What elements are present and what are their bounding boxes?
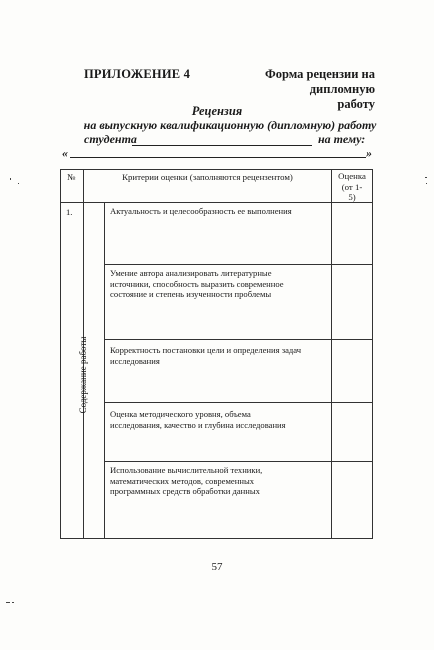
criterion-2-line-3: состояние и степень изученности проблемы: [110, 289, 272, 299]
score-header-line-2: (от 1-: [341, 181, 363, 192]
page-number: 57: [211, 561, 223, 573]
form-title-line-2: работу: [337, 97, 375, 111]
criteria-table: [60, 169, 373, 539]
criterion-1: [110, 206, 330, 217]
criterion-2-line-2: источники, способность выразить современное: [110, 278, 284, 289]
scan-speck: [18, 183, 19, 184]
scan-speck: [425, 177, 427, 178]
topic-blank: [70, 157, 366, 158]
column-header-criteria: Критерии оценки (заполняются рецензентом): [122, 172, 293, 182]
review-subtitle: на выпускную квалификационную (дипломную) работу: [83, 118, 377, 132]
review-title: Рецензия: [191, 104, 243, 118]
row-number: 1.: [66, 207, 73, 217]
table-border-top: [60, 169, 373, 170]
criterion-4-line-1: Оценка методического уровня, объема: [110, 409, 251, 419]
table-border-left: [60, 169, 61, 539]
scan-speck: [6, 602, 10, 603]
table-border-bottom: [60, 538, 373, 539]
student-name-blank: [132, 145, 312, 146]
criterion-5: [110, 465, 330, 497]
criterion-2-line-1: Умение автора анализировать литературные: [110, 268, 272, 278]
group-label-vertical: Содержание работы: [78, 336, 88, 414]
scan-speck: [12, 602, 14, 603]
topic-label: на тему:: [318, 132, 366, 146]
criterion-4: [110, 409, 330, 430]
criterion-3-line-1: Корректность постановки цели и определения задач: [110, 345, 302, 355]
header-divider: [60, 202, 373, 203]
criterion-5-line-3: программных средств обработки данных: [110, 486, 260, 496]
scan-speck: [426, 183, 427, 184]
row-divider-1: [104, 264, 373, 265]
table-border-right: [372, 169, 373, 539]
criterion-2: [110, 268, 330, 300]
criterion-1-line-1: Актуальность и целесообразность ее выполнения: [110, 206, 292, 216]
score-header-line-1: Оценка: [338, 171, 366, 181]
column-divider-score: [331, 169, 332, 539]
score-header-line-3: 5): [348, 192, 356, 202]
criterion-5-line-2: математических методов, современных: [110, 475, 255, 486]
criterion-3: [110, 345, 330, 366]
student-label: студента: [84, 132, 137, 146]
criterion-3-line-2: исследования: [110, 355, 160, 366]
appendix-label: ПРИЛОЖЕНИЕ 4: [84, 67, 191, 81]
topic-quote-close: »: [366, 146, 372, 160]
column-header-number: №: [67, 172, 76, 182]
form-title-line-1: Форма рецензии на дипломную: [264, 67, 375, 96]
row-divider-4: [104, 461, 373, 462]
scan-speck: [10, 178, 11, 180]
topic-quote-open: «: [62, 146, 68, 160]
column-divider-group: [104, 202, 105, 539]
column-header-score: [332, 171, 372, 203]
criterion-4-line-2: исследования, качество и глубина исследования: [110, 419, 286, 430]
row-divider-2: [104, 339, 373, 340]
row-divider-3: [104, 402, 373, 403]
criterion-5-line-1: Использование вычислительной техники,: [110, 465, 263, 475]
